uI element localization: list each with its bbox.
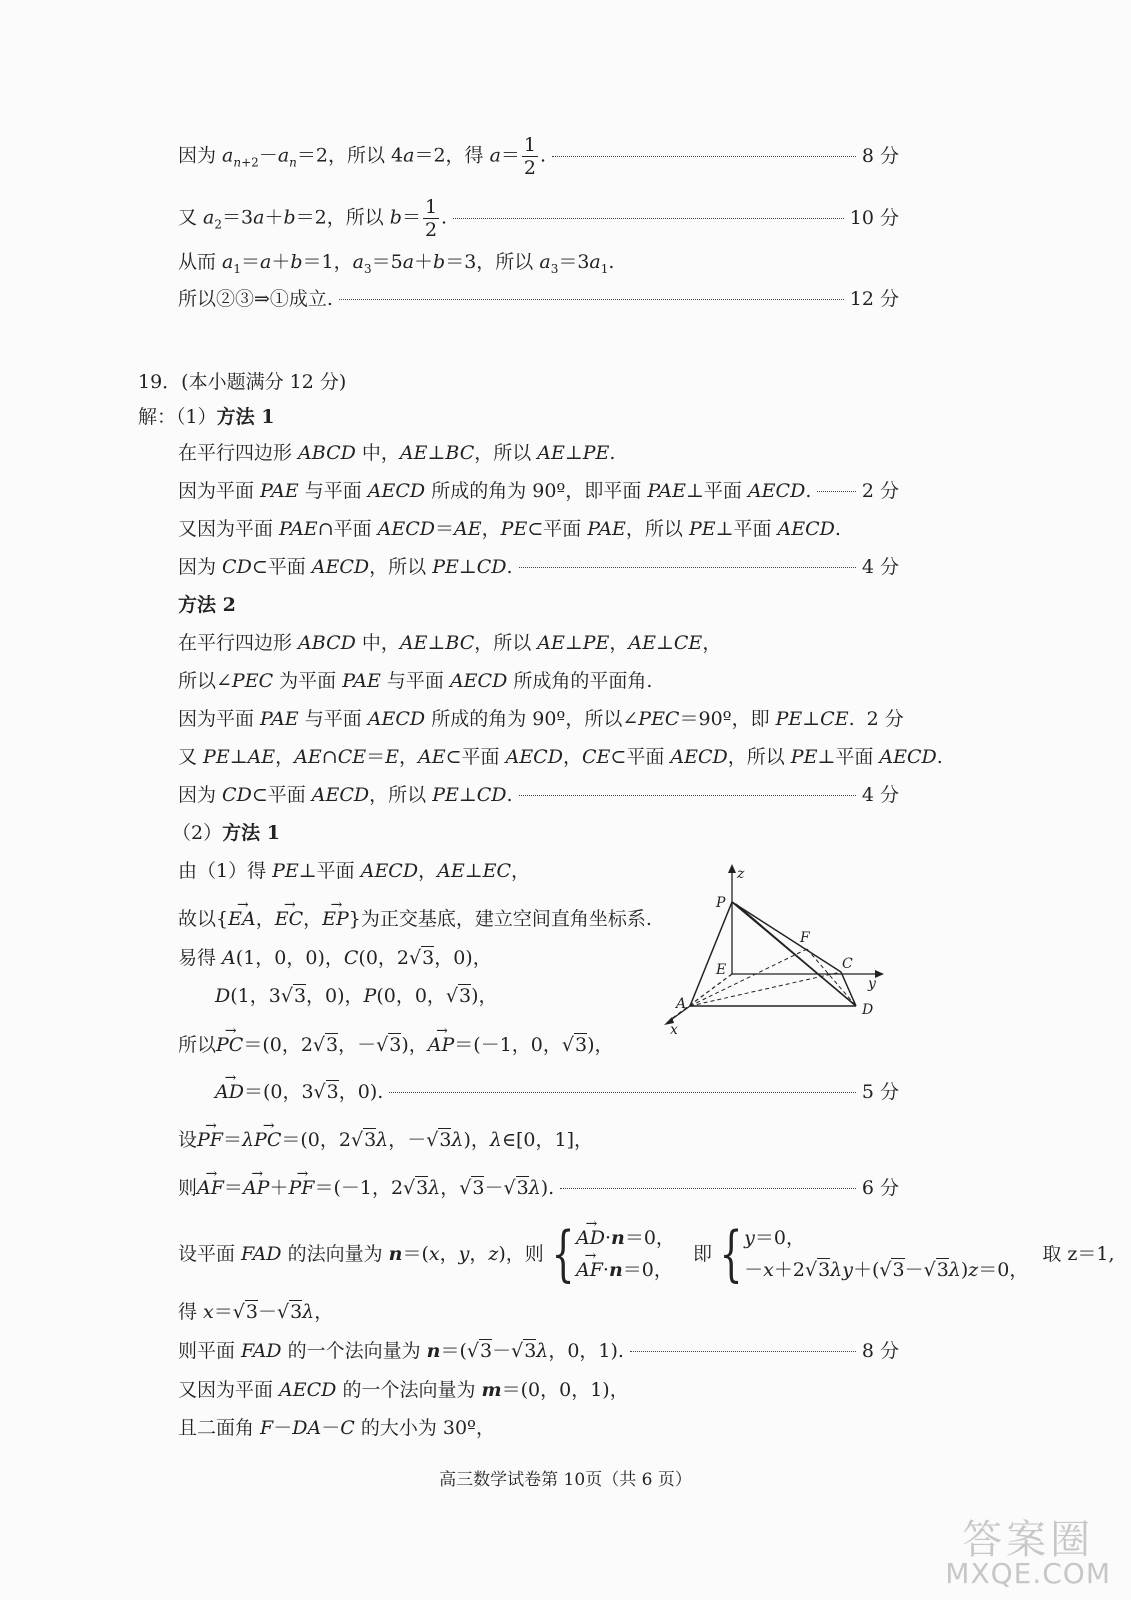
watermark-logo: 答案圈: [962, 1517, 1095, 1563]
edge-PC: [732, 902, 841, 972]
line-a3: 从而 $a_1=a+b=1$，$a_3=5a+b=3$，所以 $a_3=3a_1$.: [178, 251, 615, 276]
label-y: y: [868, 976, 876, 992]
p2-line10: 得 x＝√3－√3λ，: [178, 1301, 334, 1323]
z-axis-arrow: [728, 864, 736, 873]
m1-line2: 因为平面 PAE 与平面 AECD 所成的角为 90º，即平面 PAE⊥平面 AECD. 2 分: [178, 480, 899, 502]
y-axis-arrow: [875, 970, 884, 978]
method1-title: 方法 1: [216, 406, 275, 428]
score-8: 8 分: [861, 144, 899, 167]
edge-PA: [690, 902, 732, 1006]
score-12: 12 分: [849, 288, 899, 310]
p2-line11: 则平面 FAD 的一个法向量为 n＝(√3－√3λ，0，1). 8 分: [178, 1340, 899, 1362]
p2-line8: 则→ AF＝→ AP＋→ PF＝(－1，2√3λ，√3－√3λ). 6 分: [178, 1176, 899, 1200]
label-P: P: [716, 895, 726, 911]
p2-line13: 且二面角 F－DA－C 的大小为 30º，: [178, 1417, 495, 1439]
p2-line2: 故以{→ EA，→ EC，→ EP}为正交基底，建立空间直角坐标系.: [178, 907, 652, 931]
watermark-url: MXQE.COM: [945, 1557, 1111, 1590]
label-F: F: [800, 930, 810, 946]
edge-CD: [841, 972, 856, 1006]
label-x: x: [670, 1022, 678, 1038]
m2-line5: 因为 CD⊂平面 AECD，所以 PE⊥CD. 4 分: [178, 784, 899, 806]
m2-line1: 在平行四边形 ABCD 中，AE⊥BC，所以 AE⊥PE，AE⊥CE，: [178, 632, 722, 654]
m2-line4: 又 PE⊥AE，AE∩CE＝E，AE⊂平面 AECD，CE⊂平面 AECD，所以 PE⊥平面 AECD.: [178, 746, 943, 768]
p2-line6: → AD＝(0，3√3，0). 5 分: [215, 1080, 899, 1104]
line-a4: 所以②③⇒①成立. 12 分: [178, 288, 899, 310]
m1-line3: 又因为平面 PAE∩平面 AECD＝AE，PE⊂平面 PAE，所以 PE⊥平面 AECD.: [178, 518, 841, 540]
p2-line9: 设平面 FAD 的法向量为 n＝(x，y，z)，则 { → AD·n＝0， → AF·n＝0， 即 { y＝0， －x＋2√3λy＋(√3－√3λ)z＝0， 取 z＝1,: [178, 1222, 1115, 1286]
label-E: E: [716, 962, 727, 978]
p2-line5: 所以→ PC＝(0，2√3，－√3)，→ AP＝(－1，0，√3)，: [178, 1033, 614, 1057]
label-C: C: [842, 956, 853, 972]
label-A: A: [676, 996, 687, 1012]
q19-header: 19．(本小题满分 12 分): [138, 371, 347, 393]
page-footer: 高三数学试卷第 10页（共 6 页）: [439, 1470, 692, 1490]
p2-line7: 设→ PF＝λ→ PC＝(0，2√3λ，－√3λ)，λ∈[0，1]，: [178, 1128, 593, 1152]
m1-line1: 在平行四边形 ABCD 中，AE⊥BC，所以 AE⊥PE.: [178, 442, 616, 464]
edge-PD-inner: [736, 904, 856, 1006]
line-a2: 又 $a_2=3a+b=2$，所以 b＝ $\frac{1}{2}$ . 10 分: [178, 196, 899, 241]
score-10: 10 分: [849, 206, 899, 229]
p2-line12: 又因为平面 AECD 的一个法向量为 m＝(0，0，1)，: [178, 1379, 629, 1401]
label-z: z: [737, 866, 745, 882]
m2-line3: 因为平面 PAE 与平面 AECD 所成的角为 90º，所以∠PEC＝90º，即 PE⊥CE. 2 分: [178, 708, 904, 730]
p2-line1: 由（1）得 PE⊥平面 AECD，AE⊥EC，: [178, 860, 531, 882]
line-a1: 因为 $a_{n+2}-a_n=2$，所以 4a＝2，得 a＝ $\frac{1}{2}$ . 8 分: [178, 134, 899, 179]
m2-line2: 所以∠PEC 为平面 PAE 与平面 AECD 所成角的平面角.: [178, 670, 653, 692]
method2-title: 方法 2: [178, 594, 236, 616]
watermark: [945, 1517, 1111, 1590]
label-D: D: [862, 1002, 874, 1018]
m1-line4: 因为 CD⊂平面 AECD，所以 PE⊥CD. 4 分: [178, 556, 899, 578]
part2-title: （2）方法 1: [172, 822, 280, 844]
edge-AF: [690, 949, 807, 1006]
solution-start: 解：（1）方法 1: [138, 406, 275, 428]
pyramid-figure: [660, 862, 900, 1042]
p2-line3: 易得 A(1，0，0)，C(0，2√3，0)，: [178, 947, 492, 969]
p2-line4: D(1，3√3，0)，P(0，0，√3)，: [215, 985, 498, 1007]
